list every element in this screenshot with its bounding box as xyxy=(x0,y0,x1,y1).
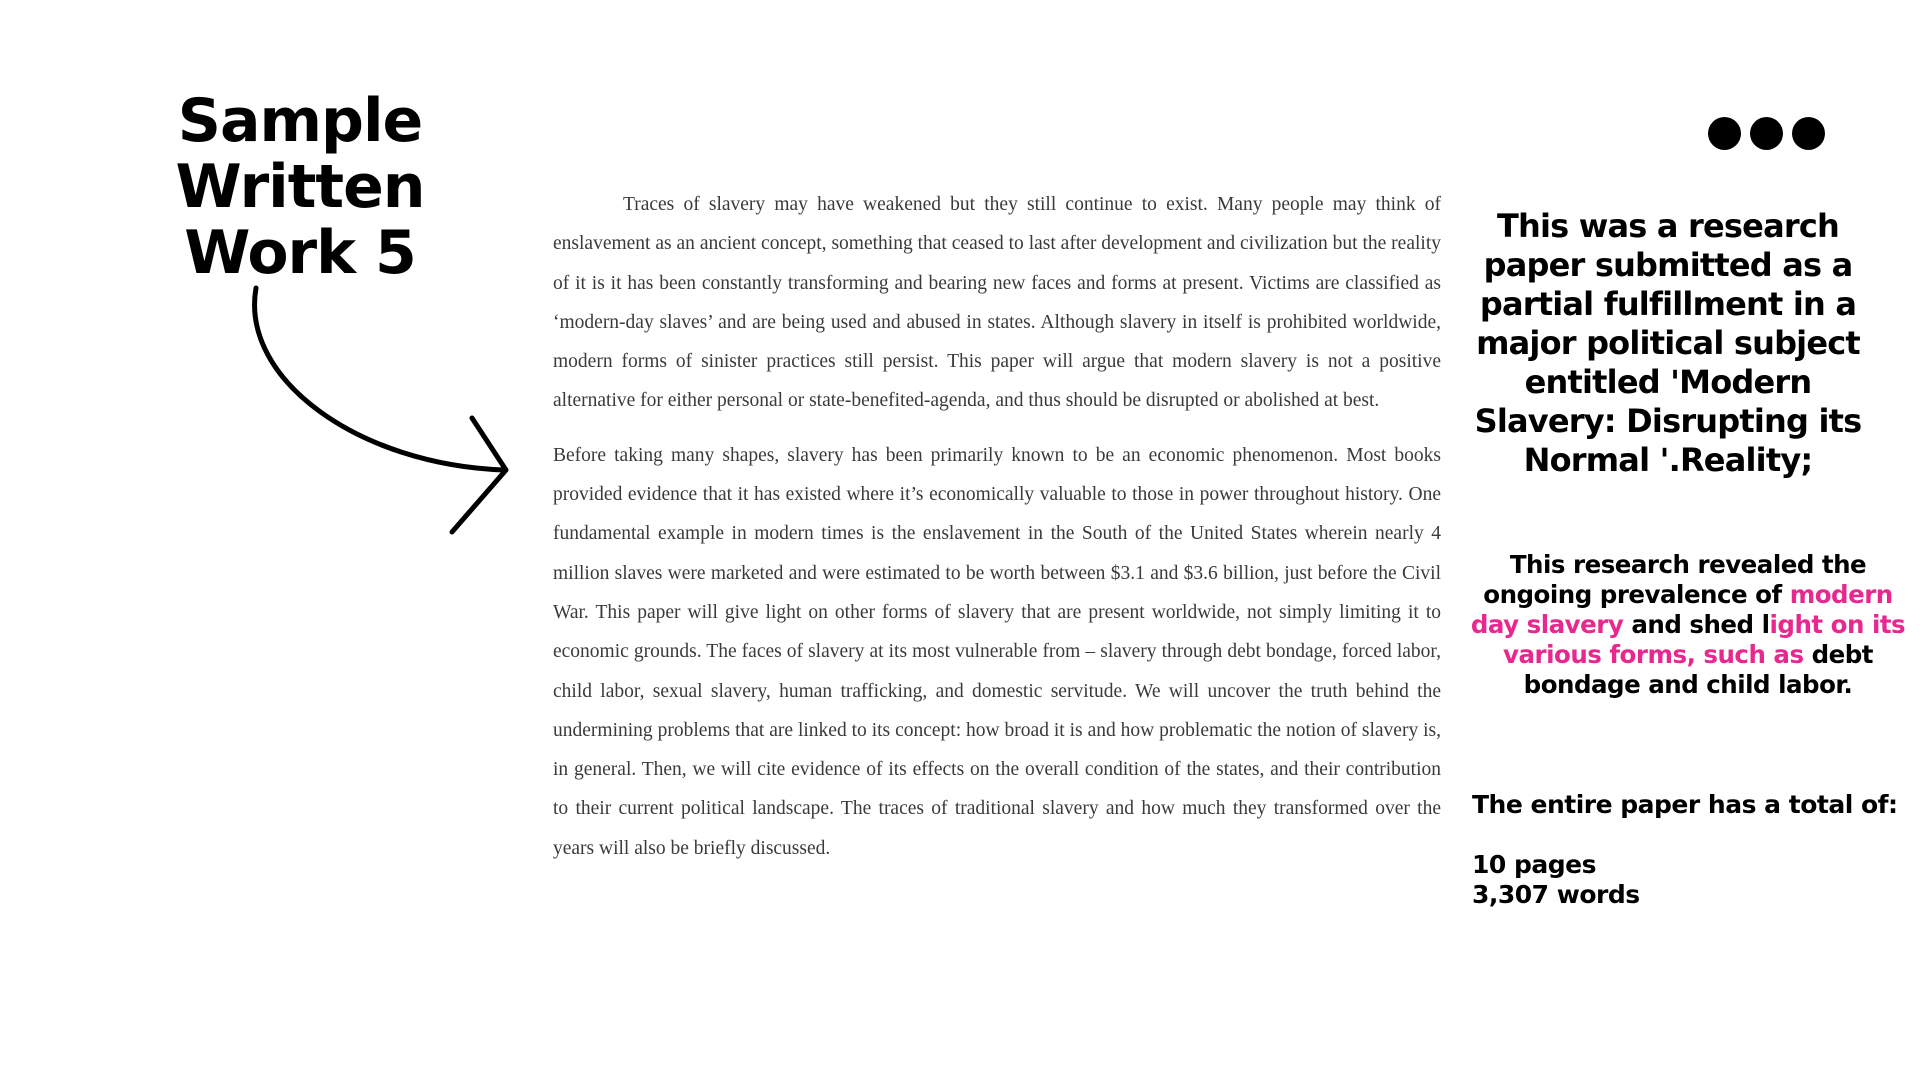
paper-stats xyxy=(1472,850,1912,910)
title-line-1: Sample Written xyxy=(175,86,425,222)
page-title xyxy=(60,88,540,286)
paper-paragraph-2: Before taking many shapes, slavery has been primarily known to be an economic phenomenon. Most books provided evidence that it has existed where it’s economically valuable to those in power throughout history. One fundamental example in modern times is the enslavement in the South of the United States wherein nearly 4 million slaves were marketed and were estimated to be worth between $3.1 and $3.6 billion, just before the Civil War. This paper will give light on other forms of slavery that are present worldwide, not simply limiting it to economic grounds. The faces of slavery at its most vulnerable from – slavery through debt bondage, forced labor, child labor, sexual slavery, human trafficking, and domestic servitude. We will uncover the truth behind the undermining problems that are linked to its concept: how broad it is and how problematic the notion of slavery is, in general. Then, we will cite evidence of its effects on the overall condition of the states, and their contribution to their current political landscape. The traces of traditional slavery and how much they transformed over the years will also be briefly discussed. xyxy=(553,444,1441,859)
word-count: 3,307 words xyxy=(1472,880,1640,909)
paper-paragraph-1: Traces of slavery may have weakened but they still continue to exist. Many people may think of enslavement as an ancient concept, something that ceased to last after development and civilization but the reality of it is it has been constantly transforming and bearing new faces and forms at present. Victims are classified as ‘modern-day slaves’ and are being used and abused in states. Although slavery in itself is prohibited worldwide, modern forms of sinister practices still persist. This paper will argue that modern slavery is not a positive alternative for either personal or state-benefited-agenda, and thus should be disrupted or abolished at best. xyxy=(553,194,1441,412)
findings-highlight-2: ight on its various forms, such as xyxy=(1503,610,1906,669)
findings-text-2: and shed l xyxy=(1623,610,1770,639)
paper-excerpt xyxy=(553,185,1441,868)
dot-2 xyxy=(1750,117,1783,150)
total-label: The entire paper has a total of: xyxy=(1472,790,1898,819)
findings-text-1: This research revealed the ongoing prevalence of xyxy=(1483,550,1867,609)
more-dots-icon[interactable] xyxy=(1708,117,1828,151)
title-line-2: Work 5 xyxy=(184,218,416,288)
paper-description: This was a research paper submitted as a partial fulfillment in a major political subject entitled 'Modern Slavery: Disrupting its Normal '.Reality; xyxy=(1474,207,1862,479)
page-count: 10 pages xyxy=(1472,850,1596,879)
findings-highlight-1: modern day slavery xyxy=(1470,580,1893,639)
dot-3 xyxy=(1792,117,1825,150)
dot-1 xyxy=(1708,117,1741,150)
research-findings xyxy=(1468,550,1908,700)
findings-text-3: debt bondage and child labor. xyxy=(1523,640,1873,699)
curved-arrow-icon xyxy=(240,270,530,550)
